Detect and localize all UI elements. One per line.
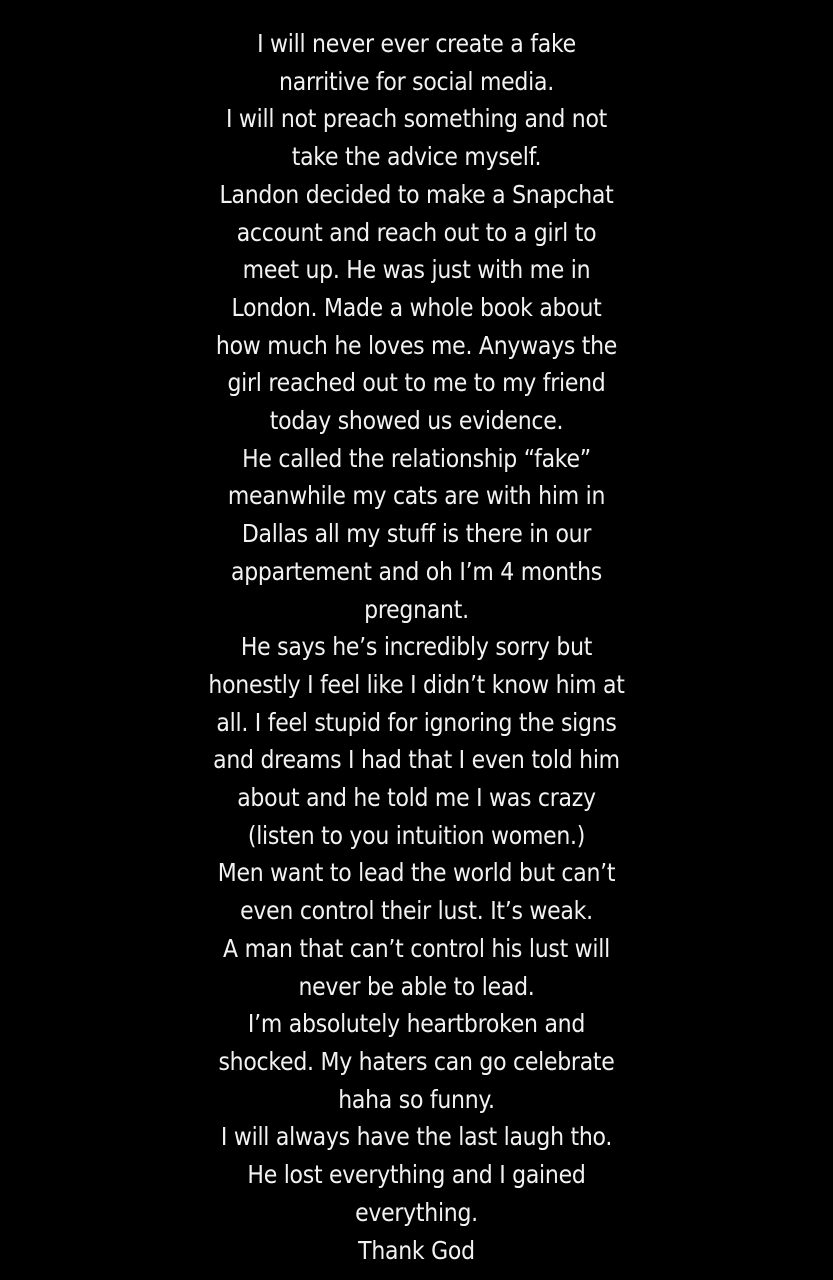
story-line: today showed us evidence. <box>269 406 564 436</box>
story-line: I will not preach something and not <box>225 104 608 134</box>
story-line: I will never ever create a fake <box>257 29 576 58</box>
story-line: Dallas all my stuff is there in our <box>241 519 592 549</box>
story-line: I’m absolutely heartbroken and <box>247 1009 586 1039</box>
story-line: meanwhile my cats are with him in <box>227 481 606 511</box>
story-line: appartement and oh I’m 4 months <box>230 556 602 586</box>
story-line: haha so funny. <box>338 1084 495 1114</box>
story-line: meet up. He was just with me in <box>242 255 591 285</box>
story-line: about and he told me I was crazy <box>237 783 596 813</box>
story-line: girl reached out to me to my friend <box>227 368 606 398</box>
story-line: never be able to lead. <box>298 971 535 1001</box>
story-line: He lost everything and I gained <box>247 1160 586 1190</box>
story-line: narritive for social media. <box>279 66 554 96</box>
story-line: (listen to you intuition women.) <box>247 820 586 850</box>
story-line: He says he’s incredibly sorry but <box>240 632 593 662</box>
story-line: all. I feel stupid for ignoring the signs <box>216 707 617 737</box>
story-line: honestly I feel like I didn’t know him at <box>208 669 625 699</box>
story-line: how much he loves me. Anyways the <box>215 330 618 360</box>
story-line: He called the relationship “fake” <box>242 443 591 473</box>
story-text-block <box>50 25 783 1269</box>
story-line: Men want to lead the world but can’t <box>217 858 616 888</box>
story-line: Landon decided to make a Snapchat <box>219 179 614 209</box>
story-line: and dreams I had that I even told him <box>213 745 620 775</box>
story-line: even control their lust. It’s weak. <box>240 896 593 926</box>
story-line: account and reach out to a girl to <box>236 217 597 247</box>
story-line: take the advice myself. <box>291 142 542 172</box>
story-line: shocked. My haters can go celebrate <box>218 1046 615 1076</box>
story-line: everything. <box>355 1197 478 1227</box>
story-line: pregnant. <box>364 594 469 624</box>
story-line: A man that can’t control his lust will <box>223 933 610 963</box>
story-line: Thank God <box>358 1235 475 1265</box>
story-line: London. Made a whole book about <box>231 292 602 322</box>
story-line: I will always have the last laugh tho. <box>220 1122 613 1152</box>
